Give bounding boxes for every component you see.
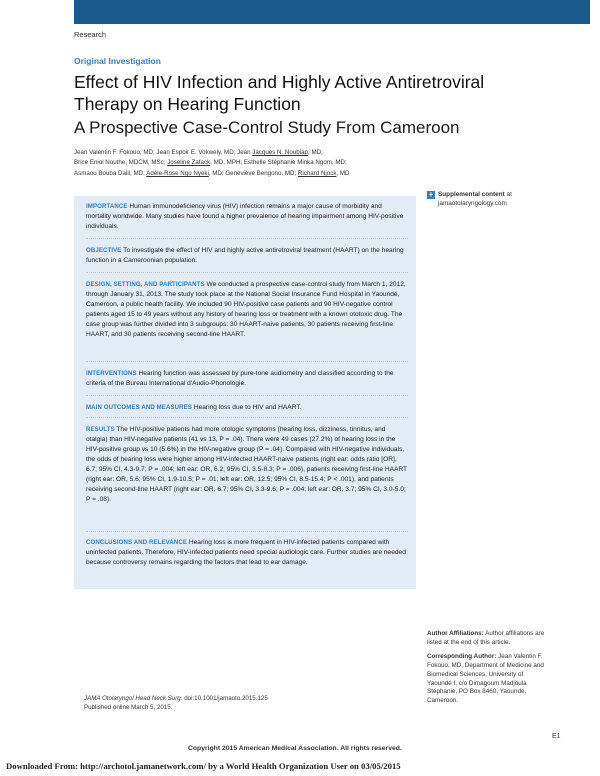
divider	[86, 272, 408, 273]
author-text: Asmaou Bouba Dalil, MD;	[74, 169, 147, 177]
author-line	[74, 158, 414, 168]
author-text: , MD; Geneviève Bengono, MD;	[208, 169, 298, 177]
section-heading: DESIGN, SETTING, AND PARTICIPANTS	[86, 281, 205, 288]
author-affiliations	[427, 630, 547, 706]
section-text: Human immunodeficiency virus (HIV) infection remains a major cause of morbidity and mortality worldwide. Many studies have found a higher prevalence of hearing impairment among HIV-positive individuals.	[86, 203, 404, 230]
divider	[86, 531, 408, 532]
section-text: We conducted a prospective case-control study from March 1, 2012, through January 31, 2013. The study took place at the National Social Insurance Fund Hospital in Yaoundé, Cameroon, a public health facility. We included 90 HIV-positive case patients and 90 HIV-negative control patients aged 15 to 49 years without any history of hearing loss or treatment with a known ototoxic drug. The case group was further divided into 3 subgroups: 30 HAART-naive patients, 30 patients receiving first-line HAART, and 30 patients receiving second-line HAART.	[86, 281, 406, 338]
affiliations-note	[427, 630, 547, 648]
abstract-conclusions	[86, 538, 408, 568]
divider	[86, 395, 408, 396]
abstract-results	[86, 425, 408, 505]
author-line	[74, 148, 414, 158]
abstract-box	[74, 196, 416, 589]
author-line	[74, 169, 414, 179]
author-link[interactable]: Joseline Zafack	[167, 159, 211, 167]
published-date: Published online March 5, 2015.	[84, 704, 173, 711]
supplemental-link-text: at jamaotolaryngology.com	[438, 191, 512, 207]
author-text: , MD, MPH; Esthelle Stéphanie Minka Ngom, MD;	[210, 159, 347, 167]
affiliations-text: Author affiliations are listed at the end of this article.	[427, 630, 545, 646]
section-heading: IMPORTANCE	[86, 203, 128, 210]
article-type-label: Original Investigation	[74, 56, 161, 66]
author-link[interactable]: Richard Njock	[297, 169, 337, 177]
section-text: Hearing function was assessed by pure-tone audiometry and classified according to the criteria of the Bureau International d'Audio-Phonologie.	[86, 370, 394, 387]
abstract-interventions	[86, 369, 408, 389]
author-list	[74, 148, 414, 179]
section-text: To investigate the effect of HIV and highly active antiretroviral treatment (HAART) on the hearing function in a Cameroonian population.	[86, 247, 404, 264]
author-text: Brice Eniol Nouthe, MDCM, MSc;	[74, 159, 168, 167]
author-link[interactable]: Adèle-Rose Ngo Nyeki	[146, 169, 209, 177]
divider	[86, 238, 408, 239]
section-text: Hearing loss due to HIV and HAART.	[193, 404, 302, 411]
section-heading: CONCLUSIONS AND RELEVANCE	[86, 539, 188, 546]
author-link[interactable]: Jacques N. Noubiap	[252, 149, 308, 156]
section-text: The HIV-positive patients had more otologic symptoms (hearing loss, dizziness, tinnitus, and otalgia) than HIV-negative patients (41 vs 13, P = .04). There were 49 cases (27.2%) of hearing loss in the HIV-positive group vs 10 (5.6%) in the HIV-negative group (P = .04). Compared with HIV-negative individuals, the odds of hearing loss were higher among HIV-infected HAART-naive patients (right ear: odds ratio [OR], 6.7; 95% CI, 4.3-9.7; P = .004; left ear: OR, 6.2; 95% CI, 3.5-8.3; P = .006), patients receiving first-line HAART (right ear: OR, 5.6; 95% CI, 1.9-10.5; P = .01; left ear: OR, 12.5; 95% CI, 8.5-15.4; P < .001), and patients receiving second-line HAART (right ear: OR, 6.7; 95% CI, 3.3-9.6; P = .004; left ear: OR, 3.7; 95% CI, 3.0-5.0; P = .08).	[86, 426, 407, 503]
abstract-importance	[86, 202, 408, 232]
divider	[86, 417, 408, 418]
journal-name: JAMA Otolaryngol Head Neck Surg.	[84, 695, 183, 702]
corresponding-author	[427, 653, 547, 706]
affiliations-heading: Author Affiliations:	[427, 630, 484, 637]
abstract-design	[86, 280, 408, 340]
copyright: Copyright 2015 American Medical Association. All rights reserved.	[188, 745, 402, 752]
section-heading: INTERVENTIONS	[86, 370, 137, 377]
download-stamp: Downloaded From: http://archotol.jamanetwork.com/ by a World Health Organization User on 03/05/2015	[6, 761, 401, 771]
abstract-outcomes	[86, 403, 408, 413]
section-text: Hearing loss is more frequent in HIV-infected patients compared with uninfected patients. Therefore, HIV-infected patients need special audiologic care. Further studies are needed because controversy remains regarding the factors that lead to ear damage.	[86, 539, 406, 566]
section-heading: RESULTS	[86, 426, 115, 433]
corresponding-text: Jean Valentin F. Fokouo, MD, Department of Medicine and Biomedical Sciences, University of Yaoundé I, c/o Dimagoum Madjoula Stéphanie, PO Box 8460, Yaoundé, Cameroon.	[427, 652, 544, 705]
plus-icon: +	[428, 190, 434, 199]
abstract-objective	[86, 246, 408, 266]
author-text: , MD	[336, 169, 350, 177]
author-text: Jean Valentin F. Fokouo, MD; Jean Espoir E. Vokwely, MD; Jean	[74, 149, 253, 156]
doi[interactable]: doi:10.1001/jamaoto.2015.125	[182, 695, 268, 702]
supplemental-text	[438, 190, 547, 208]
section-heading: MAIN OUTCOMES AND MEASURES	[86, 404, 192, 411]
citation-footnote	[84, 694, 344, 712]
corresponding-heading: Corresponding Author:	[427, 652, 497, 660]
section-label: Research	[74, 30, 107, 39]
citation-line	[84, 694, 344, 703]
article-title: Effect of HIV Infection and Highly Active Antiretroviral Therapy on Hearing Function	[74, 72, 485, 114]
article-subtitle: A Prospective Case-Control Study From Cameroon	[74, 118, 460, 137]
divider	[86, 361, 408, 362]
page-number: E1	[552, 733, 561, 740]
author-text: , MD;	[308, 149, 323, 156]
journal-header-bar	[74, 0, 590, 24]
supplemental-content[interactable]	[427, 190, 547, 208]
supplemental-heading: Supplemental content	[438, 191, 505, 198]
section-heading: OBJECTIVE	[86, 247, 122, 254]
